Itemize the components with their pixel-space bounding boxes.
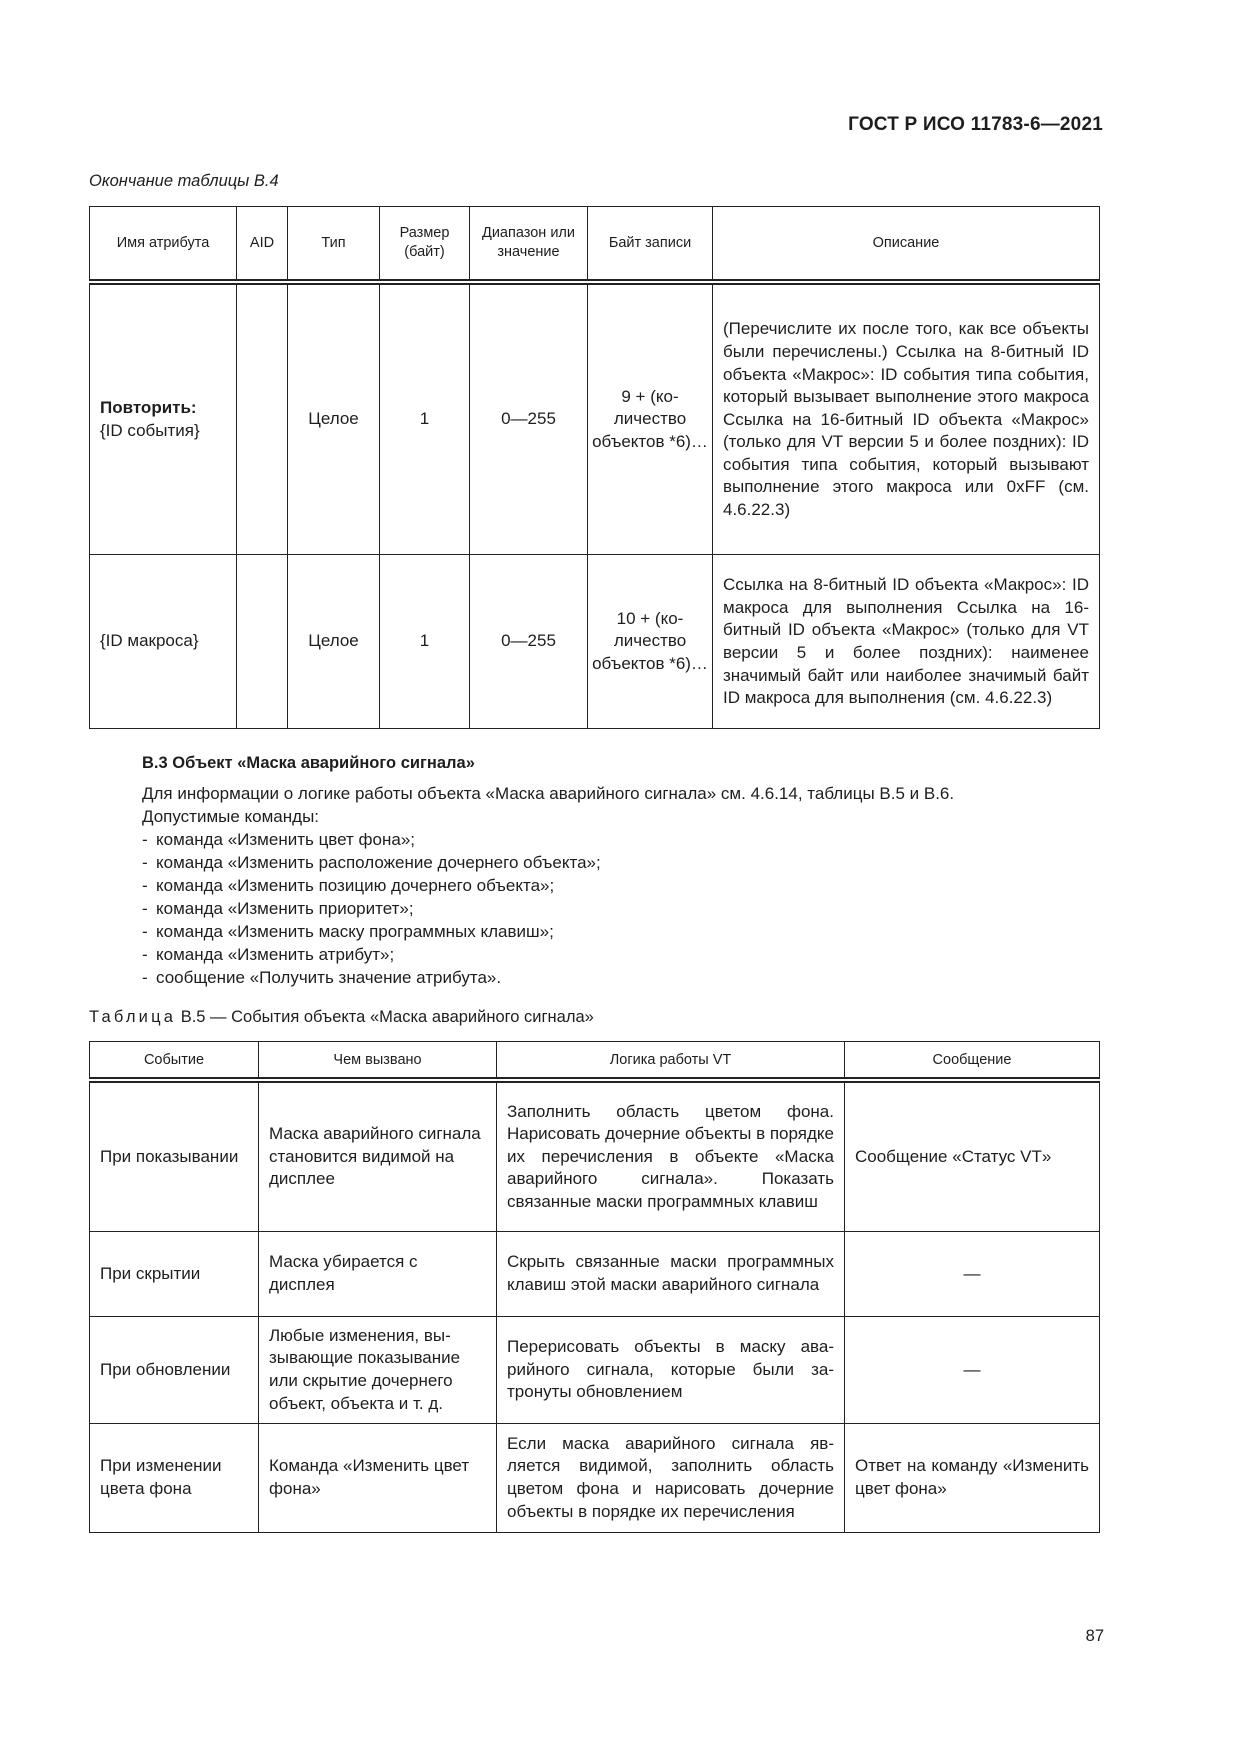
range-cell: 0—255 (470, 282, 588, 555)
table-b4-caption: Окончание таблицы В.4 (89, 172, 279, 190)
list-item: - команда «Изменить атрибут»; (142, 945, 395, 964)
table-b4 (89, 206, 1100, 729)
message-cell: Сообщение «Статус VT» (845, 1080, 1100, 1232)
message-cell: — (845, 1232, 1100, 1317)
column-header: Размер (байт) (380, 207, 470, 283)
table-row (90, 1317, 1100, 1424)
section-title: В.3 Объект «Маска аварийного сигнала» (142, 754, 475, 772)
attribute-name-bold: Повторить: (100, 397, 197, 417)
column-header: Имя атрибута (90, 207, 237, 283)
attribute-name: {ID макроса} (100, 631, 199, 651)
list-item: - команда «Изменить цвет фона»; (142, 830, 416, 849)
cause-cell: Маска аварийного сигнала становится видимой на дисплее (259, 1080, 497, 1232)
event-cell: При скрытии (90, 1232, 259, 1317)
table-header-row (90, 207, 1100, 283)
commands-list (142, 828, 1102, 989)
page-number: 87 (1085, 1627, 1104, 1645)
table-row (90, 282, 1100, 555)
size-cell: 1 (380, 282, 470, 555)
column-header: Диапазон или значение (470, 207, 588, 283)
logic-cell: Если маска аварийного сигнала является видимой, заполнить область цветом фона и нарисовать дочерние объекты в порядке их перечисления (497, 1424, 845, 1533)
column-header: Байт записи (588, 207, 713, 283)
commands-label: Допустимые команды: (142, 807, 320, 826)
event-cell: При обновлении (90, 1317, 259, 1424)
table-caption-text: В.5 — События объекта «Маска аварийного сигнала» (180, 1008, 594, 1026)
logic-cell: Перерисовать объекты в маску аварийного сигнала, которые были затронуты обновлением (497, 1317, 845, 1424)
column-header: Логика работы VT (497, 1042, 845, 1081)
logic-cell: Скрыть связанные маски программных клавиш этой маски аварийного сигнала (497, 1232, 845, 1317)
range-cell: 0—255 (470, 555, 588, 729)
message-cell: — (845, 1317, 1100, 1424)
list-item: - команда «Изменить маску программных клавиш»; (142, 922, 554, 941)
column-header: Сообщение (845, 1042, 1100, 1081)
section-b3 (142, 752, 1102, 989)
column-header: Событие (90, 1042, 259, 1081)
record-byte-cell: 10 + (количество объектов *6)… (588, 555, 713, 729)
attribute-name-cell (90, 282, 237, 555)
table-row (90, 555, 1100, 729)
list-item: - команда «Изменить приоритет»; (142, 899, 414, 918)
table-row (90, 1080, 1100, 1232)
table-row (90, 1232, 1100, 1317)
type-cell: Целое (288, 555, 380, 729)
table-header-row (90, 1042, 1100, 1081)
logic-cell: Заполнить область цветом фона. Нарисовать дочерние объекты в порядке их перечисления в объекте «Маска аварийного сигнала». Показать связанные маски программных клавиш (497, 1080, 845, 1232)
list-item: - команда «Изменить позицию дочернего объекта»; (142, 876, 555, 895)
cause-cell: Любые изменения, вызывающие показывание или скрытие дочернего объект, объекта и т. д. (259, 1317, 497, 1424)
column-header: Чем вызвано (259, 1042, 497, 1081)
record-byte-cell: 9 + (количество объектов *6)… (588, 282, 713, 555)
description-cell: Ссылка на 8-битный ID объекта «Макрос»: ID макроса для выполнения Ссылка на 16-битный ID объекта «Макрос» (только для VT версии 5 и более поздних): наименее значимый байт или наиболее значимый байт ID макроса для выполнения (см. 4.6.22.3) (713, 555, 1100, 729)
cause-cell: Команда «Изменить цвет фона» (259, 1424, 497, 1533)
description-cell: (Перечислите их после того, как все объекты были перечислены.) Ссылка на 8-битный ID объекта «Макрос»: ID события типа события, который вызывает выполнение этого макроса Ссылка на 16-битный ID объекта «Макрос» (только для VT версии 5 и более поздних): ID события типа события, который вызывают выполнение этого макроса или 0xFF (см. 4.6.22.3) (713, 282, 1100, 555)
event-cell: При показывании (90, 1080, 259, 1232)
size-cell: 1 (380, 555, 470, 729)
table-b5-caption (89, 1008, 594, 1027)
column-header: Описание (713, 207, 1100, 283)
list-item: - сообщение «Получить значение атрибута». (142, 968, 502, 987)
attribute-name-cell (90, 555, 237, 729)
table-caption-prefix: Таблица (89, 1008, 177, 1026)
table-b5 (89, 1041, 1100, 1533)
aid-cell (237, 555, 288, 729)
attribute-name: {ID события} (100, 420, 200, 440)
document-id-header: ГОСТ Р ИСО 11783-6—2021 (848, 114, 1103, 135)
column-header: AID (237, 207, 288, 283)
aid-cell (237, 282, 288, 555)
event-cell: При изменении цвета фона (90, 1424, 259, 1533)
message-cell: Ответ на команду «Изменить цвет фона» (845, 1424, 1100, 1533)
list-item: - команда «Изменить расположение дочернего объекта»; (142, 853, 601, 872)
section-intro: Для информации о логике работы объекта «Маска аварийного сигнала» см. 4.6.14, таблицы В.5 и В.6. (142, 784, 955, 803)
cause-cell: Маска убирается с дисплея (259, 1232, 497, 1317)
column-header: Тип (288, 207, 380, 283)
table-row (90, 1424, 1100, 1533)
type-cell: Целое (288, 282, 380, 555)
